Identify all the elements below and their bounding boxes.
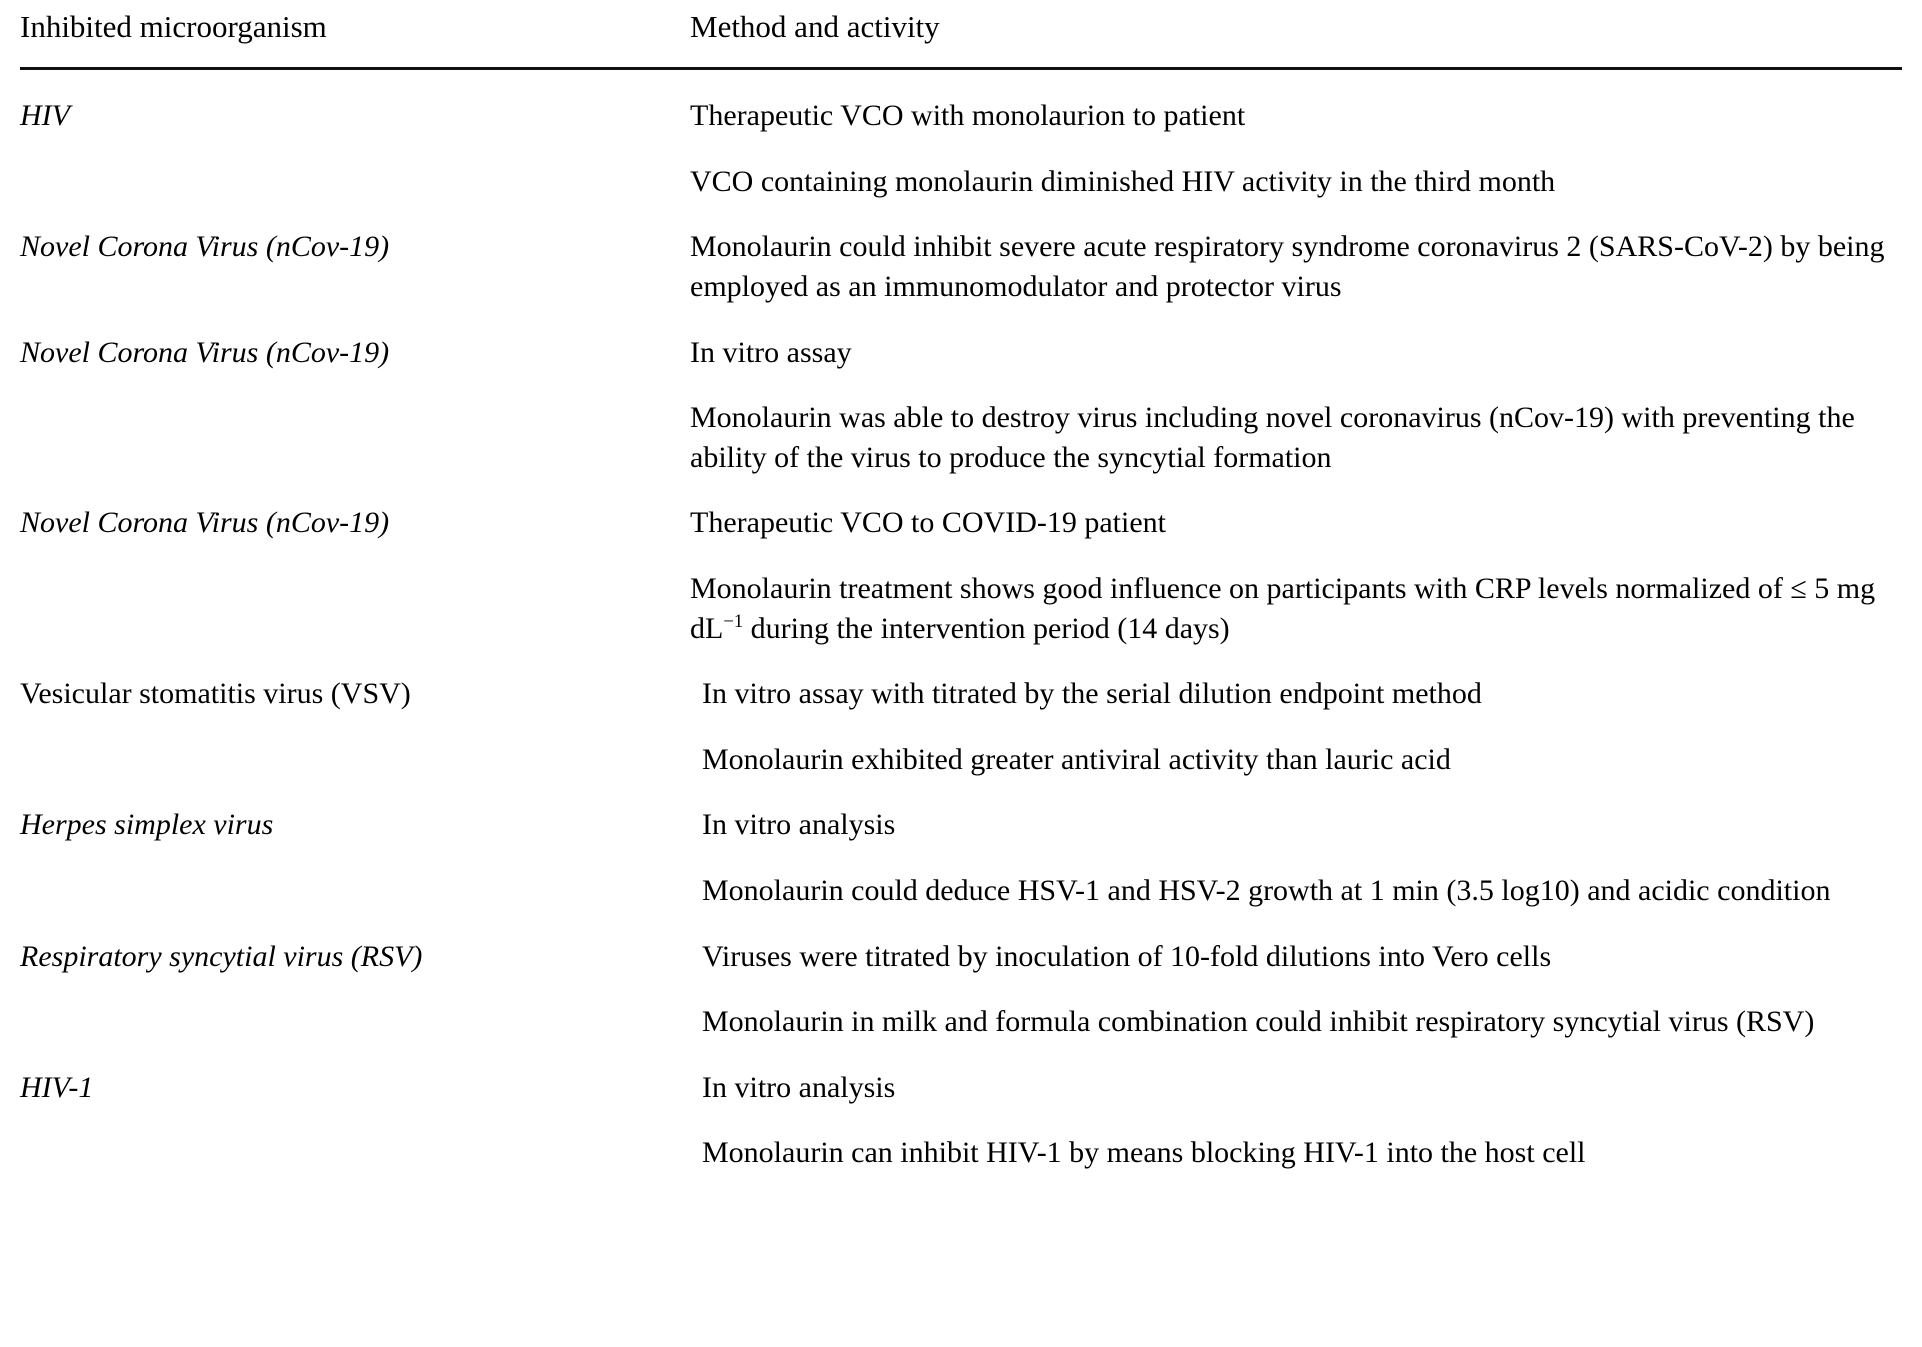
cell-method [680, 1042, 1902, 1173]
cell-organism: Vesicular stomatitis virus (VSV) [20, 677, 411, 711]
method-line: In vitro assay [690, 335, 852, 369]
table-row [20, 911, 1902, 1042]
method-line: Monolaurin could deduce HSV-1 and HSV-2 growth at 1 min (3.5 log10) and acidic condition [702, 873, 1831, 907]
cell-method [680, 779, 1902, 910]
table-row [20, 779, 1902, 910]
cell-method [680, 201, 1902, 306]
cell-organism: Novel Corona Virus (nCov-19) [20, 230, 390, 264]
method-line: Therapeutic VCO with monolaurion to patient [690, 99, 1246, 133]
table-row [20, 69, 1902, 202]
table-header [20, 0, 1902, 69]
table-body [20, 69, 1902, 1173]
method-line: Therapeutic VCO to COVID-19 patient [690, 506, 1167, 540]
cell-organism: HIV [20, 99, 70, 133]
table-row [20, 307, 1902, 478]
table-row [20, 201, 1902, 306]
method-line: Monolaurin in milk and formula combination could inhibit respiratory syncytial virus (RSV) [702, 1005, 1815, 1039]
method-line: In vitro assay with titrated by the serial dilution endpoint method [702, 677, 1482, 711]
table-row [20, 1042, 1902, 1173]
column-header-organism: Inhibited microorganism [20, 9, 327, 44]
method-line: Monolaurin can inhibit HIV-1 by means blocking HIV-1 into the host cell [702, 1136, 1586, 1170]
table-header-row [20, 0, 1902, 69]
method-line: VCO containing monolaurin diminished HIV activity in the third month [690, 164, 1556, 198]
cell-organism: HIV-1 [20, 1070, 94, 1104]
method-line: Monolaurin treatment shows good influence on participants with CRP levels normalized of ≤ 5 mg $dL^{-1}$ during the intervention period (14 days) [690, 571, 1876, 645]
method-line: Monolaurin could inhibit severe acute respiratory syndrome coronavirus 2 (SARS-CoV-2) by being employed as an immunomodulator and protector virus [690, 230, 1885, 303]
method-line: In vitro analysis [702, 1070, 896, 1104]
cell-method [680, 648, 1902, 779]
cell-organism: Herpes simplex virus [20, 808, 274, 842]
inhibited-microorganism-table [20, 0, 1902, 1173]
cell-method [680, 477, 1902, 648]
table-row [20, 648, 1902, 779]
cell-organism: Novel Corona Virus (nCov-19) [20, 506, 390, 540]
column-header-method: Method and activity [690, 9, 940, 44]
method-line: Monolaurin was able to destroy virus including novel coronavirus (nCov-19) with preventing the ability of the virus to produce the syncytial formation [690, 401, 1855, 474]
method-line: In vitro analysis [702, 808, 896, 842]
cell-method [680, 69, 1902, 202]
method-line: Monolaurin exhibited greater antiviral activity than lauric acid [702, 742, 1451, 776]
table-row [20, 477, 1902, 648]
method-line: Viruses were titrated by inoculation of 10-fold dilutions into Vero cells [702, 939, 1552, 973]
cell-organism: Respiratory syncytial virus (RSV) [20, 939, 423, 973]
cell-method [680, 911, 1902, 1042]
cell-organism: Novel Corona Virus (nCov-19) [20, 335, 390, 369]
cell-method [680, 307, 1902, 478]
